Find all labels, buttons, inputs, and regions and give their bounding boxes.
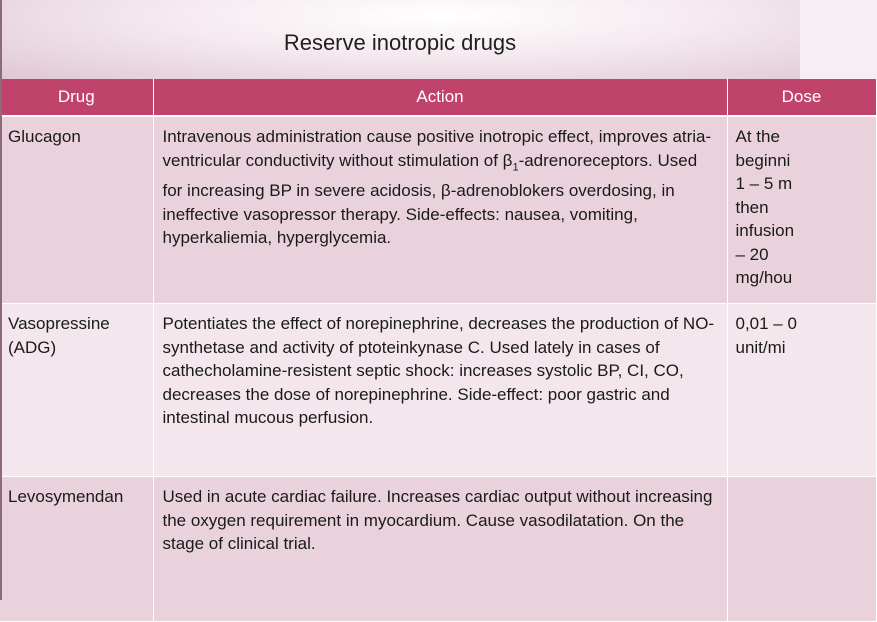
header-action: Action: [153, 79, 727, 116]
table-row: [0, 477, 876, 622]
table-row: [0, 116, 876, 304]
header-drug: Drug: [0, 79, 153, 116]
slide-title: Reserve inotropic drugs: [283, 30, 517, 55]
action-text-continued: -adrenoreceptors. Used for increasing BP in severe acidosis, β-adrenoblokers overdosing, in ineffective vasopressor therapy. Side-effects: nausea, vomiting, hyperkaliemia, hyperglycemia.: [162, 150, 698, 248]
title-band: [0, 0, 800, 80]
drug-cell: Levosymendan: [0, 477, 153, 622]
action-cell: Potentiates the effect of norepinephrine, decreases the production of NO-synthetase and activity of ptoteinkynase C. Used lately in cases of cathecholamine-resistent septic shock: increases systolic BP, CI, CO, decreases the dose of norepinephrine. Side-effect: poor gastric and intestinal mucous perfusion.: [153, 304, 727, 477]
dose-cell: [727, 116, 876, 304]
dose-line: infusion: [735, 221, 795, 240]
dose-line: then: [735, 197, 769, 217]
beta-subscript: 1: [512, 160, 519, 173]
drug-cell: Glucagon: [0, 116, 153, 304]
dose-line: 0,01 – 0: [735, 314, 797, 333]
dose-line: At the: [735, 127, 780, 146]
drug-table: [0, 79, 877, 622]
dose-cell: [727, 477, 876, 622]
header-dose: Dose: [727, 79, 876, 116]
dose-cell: [727, 304, 876, 477]
table-row: [0, 304, 876, 477]
slide-left-border: [0, 0, 2, 600]
dose-line: mg/hou: [735, 268, 793, 287]
dose-line: unit/mi: [735, 337, 786, 357]
dose-line: – 20: [735, 244, 769, 264]
dose-line: beginni: [735, 150, 791, 170]
action-cell: Used in acute cardiac failure. Increases cardiac output without increasing the oxygen requirement in myocardium. Cause vasodilatation. On the stage of clinical trial.: [153, 477, 727, 622]
drug-table-container: [0, 79, 822, 600]
dose-line: 1 – 5 m: [735, 174, 793, 193]
table-header-row: [0, 79, 876, 116]
action-text: Intravenous administration cause positive inotropic effect, improves atria-ventricular conductivity without stimulation of β: [162, 127, 712, 170]
action-cell: [153, 116, 727, 304]
drug-cell: Vasopressine (ADG): [0, 304, 153, 477]
